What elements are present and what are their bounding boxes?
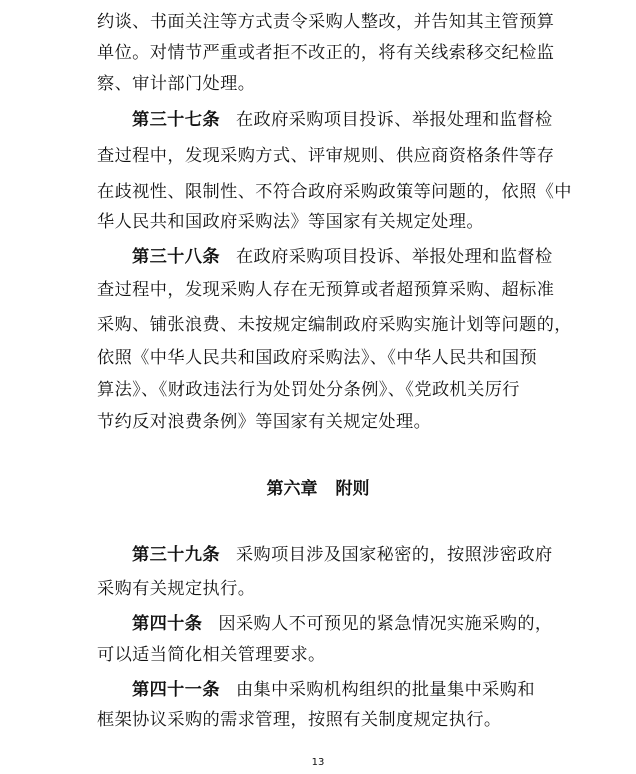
text-line: 查过程中，发现采购方式、评审规则、供应商资格条件等存 [97,146,555,166]
chapter-number: 第六章 [266,479,318,499]
text-line: 在政府采购项目投诉、举报处理和监督检 [235,247,553,267]
text-line: 约谈、书面关注等方式责令采购人整改，并告知其主管预算 [97,12,555,32]
chapter-heading [0,477,636,501]
text-line: 算法》、《财政违法行为处罚处分条例》、《党政机关厉行 [97,380,520,400]
text-line: 依照《中华人民共和国政府采购法》、《中华人民共和国预 [97,348,538,368]
article-38-label: 第三十八条 [132,247,220,267]
article-40-first-line [132,612,592,636]
text-line: 察、审计部门处理。 [97,74,256,94]
text-line: 由集中采购机构组织的批量集中采购和 [235,680,535,700]
article-39-first-line [132,543,592,567]
article-38-first-line [132,245,592,269]
text-line: 因采购人不可预见的紧急情况实施采购的， [218,614,553,634]
article-41-first-line [132,678,592,702]
article-41-label: 第四十一条 [132,680,220,700]
text-line: 在政府采购项目投诉、举报处理和监督检 [235,110,553,130]
text-line: 可以适当简化相关管理要求。 [97,645,326,665]
article-37-label: 第三十七条 [132,110,220,130]
text-line: 框架协议采购的需求管理，按照有关制度规定执行。 [97,710,502,730]
chapter-title: 附则 [335,479,370,499]
text-line: 华人民共和国政府采购法》等国家有关规定处理。 [97,212,484,232]
text-line: 采购项目涉及国家秘密的，按照涉密政府 [235,545,553,565]
text-line: 在歧视性、限制性、不符合政府采购政策等问题的，依照《中 [97,182,572,202]
article-39-label: 第三十九条 [132,545,220,565]
text-line: 单位。对情节严重或者拒不改正的，将有关线索移交纪检监 [97,43,555,63]
text-line: 采购有关规定执行。 [97,579,256,599]
text-line: 节约反对浪费条例》等国家有关规定处理。 [97,412,432,432]
page-number: 13 [311,757,325,768]
text-line: 采购、铺张浪费、未按规定编制政府采购实施计划等问题的， [97,315,572,335]
text-line: 查过程中，发现采购人存在无预算或者超预算采购、超标准 [97,280,555,300]
article-37-first-line [132,108,592,132]
article-40-label: 第四十条 [132,614,203,634]
